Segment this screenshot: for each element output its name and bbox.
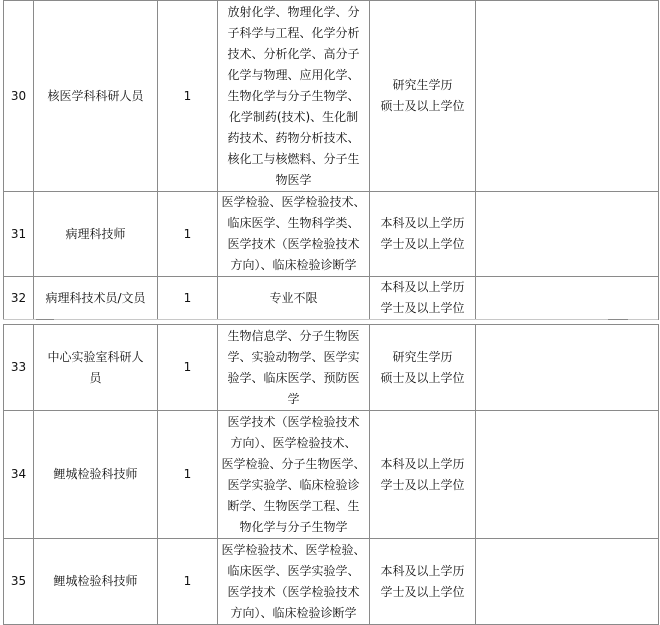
remark-cell (476, 277, 659, 320)
major-requirements: 放射化学、物理化学、分 子科学与工程、化学分析 技术、分析化学、高分子 化学与物理、应用化学、 生物化学与分子生物学、 化学制药(技术)、生化制 药技术、药物分析技术、 核化工与核燃料、分子生 物医学 (218, 1, 370, 192)
position-name: 病理科技术员/文员 (34, 277, 158, 320)
table-row (4, 539, 659, 625)
table-row (4, 325, 659, 411)
major-requirements: 专业不限 (218, 277, 370, 320)
position-name: 病理科技师 (34, 192, 158, 277)
education-requirements: 研究生学历 硕士及以上学位 (370, 325, 476, 411)
row-number: 34 (4, 411, 34, 539)
table-row (4, 277, 659, 320)
recruitment-table-top (3, 0, 659, 320)
education-requirements: 研究生学历 硕士及以上学位 (370, 1, 476, 192)
headcount: 1 (158, 192, 218, 277)
major-requirements: 生物信息学、分子生物医 学、实验动物学、医学实 验学、临床医学、预防医 学 (218, 325, 370, 411)
position-name: 鲤城检验科技师 (34, 411, 158, 539)
position-name: 鲤城检验科技师 (34, 539, 158, 625)
page-break-divider (3, 319, 658, 320)
divider-tick (36, 319, 54, 320)
row-number: 32 (4, 277, 34, 320)
remark-cell (476, 325, 659, 411)
position-name: 核医学科科研人员 (34, 1, 158, 192)
position-name: 中心实验室科研人 员 (34, 325, 158, 411)
row-number: 33 (4, 325, 34, 411)
headcount: 1 (158, 325, 218, 411)
recruitment-table-bottom (3, 324, 659, 625)
divider-tick (608, 319, 628, 320)
education-requirements: 本科及以上学历 学士及以上学位 (370, 277, 476, 320)
row-number: 35 (4, 539, 34, 625)
major-requirements: 医学检验技术、医学检验、 临床医学、医学实验学、 医学技术（医学检验技术 方向）、临床检验诊断学 (218, 539, 370, 625)
major-requirements: 医学检验、医学检验技术、 临床医学、生物科学类、 医学技术（医学检验技术 方向）、临床检验诊断学 (218, 192, 370, 277)
remark-cell (476, 411, 659, 539)
headcount: 1 (158, 539, 218, 625)
headcount: 1 (158, 411, 218, 539)
table-row (4, 1, 659, 192)
education-requirements: 本科及以上学历 学士及以上学位 (370, 411, 476, 539)
education-requirements: 本科及以上学历 学士及以上学位 (370, 539, 476, 625)
remark-cell (476, 192, 659, 277)
table-row (4, 192, 659, 277)
major-requirements: 医学技术（医学检验技术 方向）、医学检验技术、 医学检验、分子生物医学、 医学实验学、临床检验诊 断学、生物医学工程、生 物化学与分子生物学 (218, 411, 370, 539)
remark-cell (476, 1, 659, 192)
education-requirements: 本科及以上学历 学士及以上学位 (370, 192, 476, 277)
headcount: 1 (158, 277, 218, 320)
row-number: 31 (4, 192, 34, 277)
table-row (4, 411, 659, 539)
remark-cell (476, 539, 659, 625)
headcount: 1 (158, 1, 218, 192)
row-number: 30 (4, 1, 34, 192)
